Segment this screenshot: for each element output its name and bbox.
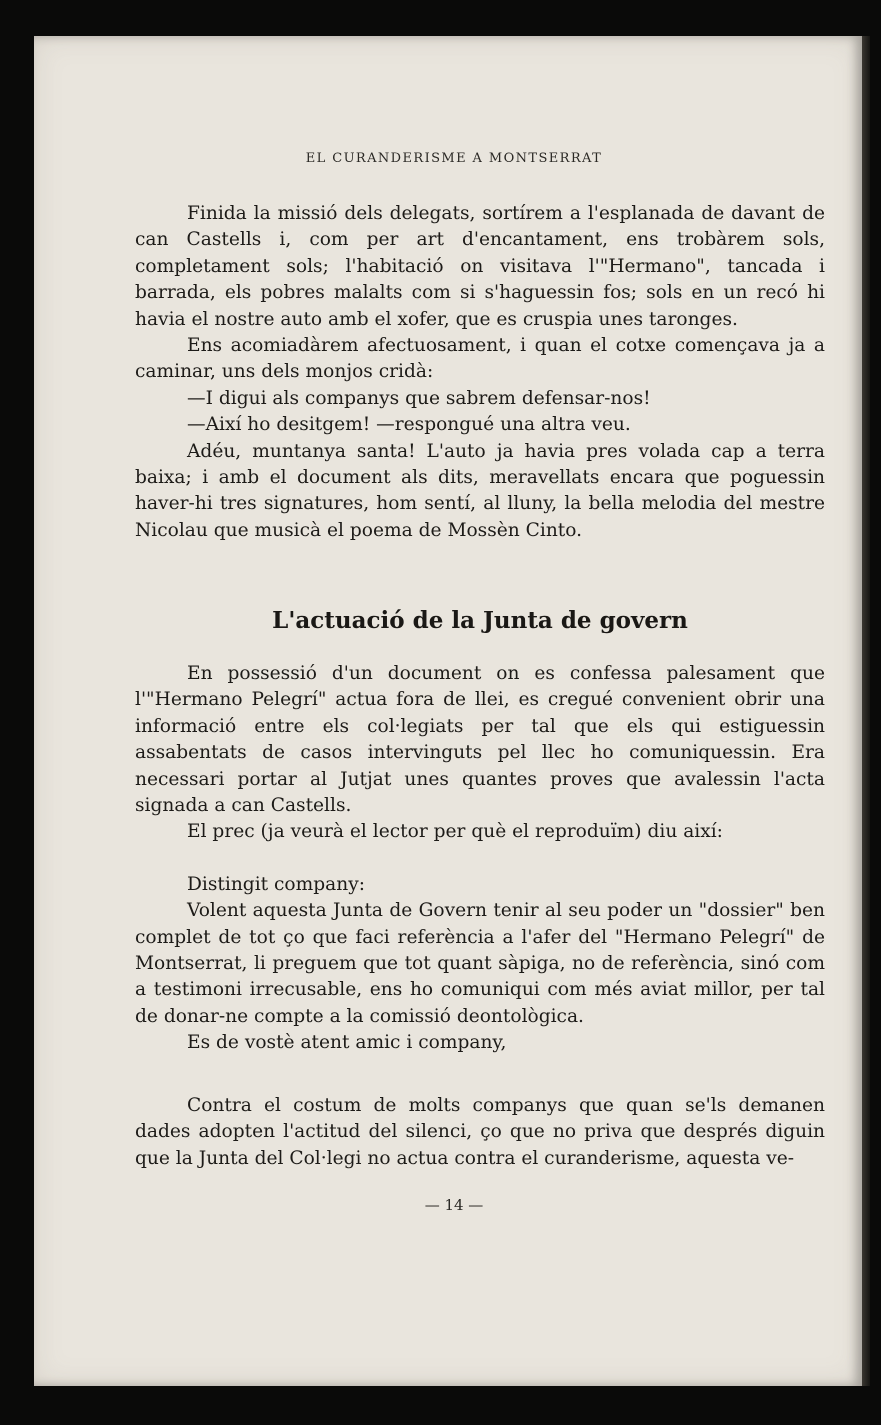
paragraph: Contra el costum de molts companys que quan se'ls demanen dades adopten l'actitud del silenci, ço que no priva que després diguin que la Junta del Col·legi no actua contra el curanderisme, aquesta ve- bbox=[135, 1095, 825, 1169]
paragraph: El prec (ja veurà el lector per què el reproduïm) diu així: bbox=[187, 821, 723, 843]
section-heading: L'actuació de la Junta de govern bbox=[272, 607, 688, 634]
spacer bbox=[135, 846, 825, 872]
page-number: — 14 — bbox=[424, 1196, 484, 1214]
book-spine bbox=[862, 36, 870, 1386]
text-block-3 bbox=[135, 1093, 825, 1172]
paragraph: En possessió d'un document on es confessa palesament que l'"Hermano Pelegrí" actua fora de llei, es cregué convenient obrir una informació entre els col·legiats per tal que els qui estiguessin assabentats de casos intervinguts pel llec ho comuniquessin. Era necessari portar al Jutjat unes quantes proves que avalessin l'acta signada a can Castells. bbox=[135, 663, 825, 817]
text-block-2 bbox=[135, 661, 825, 1057]
paragraph: Distingit company: bbox=[187, 873, 365, 895]
paragraph: Volent aquesta Junta de Govern tenir al seu poder un "dossier" ben complet de tot ço que faci referència a l'afer del "Hermano Pelegrí" de Montserrat, li preguem que tot quant sàpiga, no de referència, sinó com a testimoni irrecusable, ens ho comuniqui com més aviat millor, per tal de donar-ne compte a la comissió deontològica. bbox=[135, 900, 825, 1027]
paragraph: —I digui als companys que sabrem defensar-nos! bbox=[187, 387, 651, 409]
running-head: EL CURANDERISME A MONTSERRAT bbox=[305, 151, 603, 166]
paragraph: Ens acomiadàrem afectuosament, i quan el cotxe començava ja a caminar, uns dels monjos cridà: bbox=[135, 335, 825, 383]
paragraph: Finida la missió dels delegats, sortírem a l'esplanada de davant de can Castells i, com per art d'encantament, ens trobàrem sols, completament sols; l'habitació on visitava l'"Hermano", tancada i barrada, els pobres malalts com si s'haguessin fos; sols en un recó hi havia el nostre auto amb el xofer, que es cruspia unes taronges. bbox=[135, 203, 825, 330]
paragraph: Es de vostè atent amic i company, bbox=[187, 1032, 507, 1054]
paragraph: —Així ho desitgem! —respongué una altra veu. bbox=[187, 414, 631, 436]
book-page bbox=[34, 36, 862, 1386]
paragraph: Adéu, muntanya santa! L'auto ja havia pres volada cap a terra baixa; i amb el document als dits, meravellats encara que poguessin haver-hi tres signatures, hom sentí, al lluny, la bella melodia del mestre Nicolau que musicà el poema de Mossèn Cinto. bbox=[135, 440, 825, 541]
text-block-1 bbox=[135, 201, 825, 544]
